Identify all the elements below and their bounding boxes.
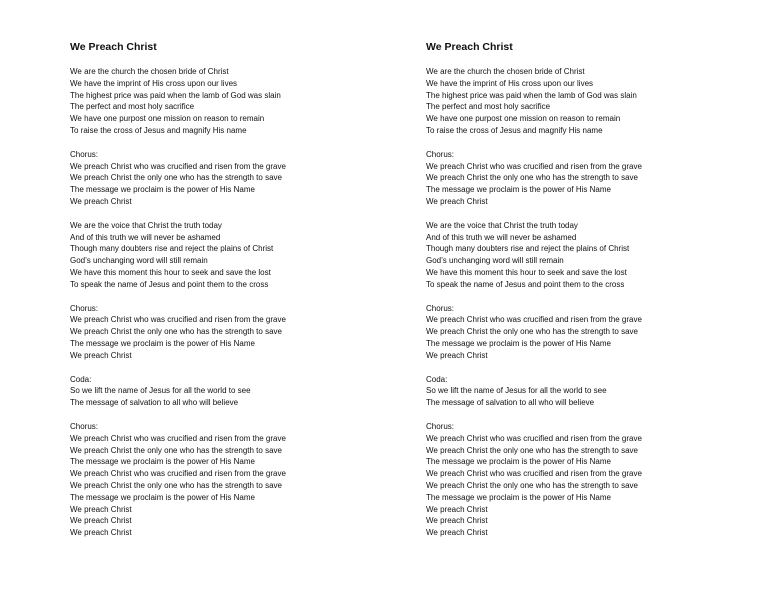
lyric-line: We preach Christ the only one who has the strength to save (426, 327, 638, 337)
song-title: We Preach Christ (426, 41, 513, 53)
section-label: Coda: (70, 374, 92, 384)
lyric-line: We are the church the chosen bride of Christ (70, 67, 229, 76)
lyric-line: We preach Christ the only one who has the strength to save (426, 480, 638, 490)
chorus-1 (70, 149, 390, 208)
lyric-line: We preach Christ (426, 516, 488, 526)
lyric-line: The message we proclaim is the power of His Name (426, 492, 611, 502)
lyric-line: The message we proclaim is the power of His Name (426, 338, 611, 348)
section-label: Coda: (426, 374, 448, 384)
lyric-line: We preach Christ who was crucified and risen from the grave (426, 161, 642, 171)
lyric-line: We preach Christ the only one who has the strength to save (70, 445, 282, 455)
lyric-line: And of this truth we will never be ashamed (426, 232, 577, 242)
lyric-line: To raise the cross of Jesus and magnify His name (70, 125, 247, 135)
lyric-line: The message of salvation to all who will believe (426, 398, 595, 408)
verse-2 (70, 220, 390, 291)
lyric-line: We have this moment this hour to seek and save the lost (70, 267, 271, 277)
lyric-line: The message we proclaim is the power of His Name (426, 185, 611, 195)
lyric-line: We preach Christ the only one who has the strength to save (70, 173, 282, 183)
coda (70, 374, 390, 409)
lyric-line: We preach Christ the only one who has the strength to save (70, 327, 282, 337)
lyric-line: We have the imprint of His cross upon our lives (70, 78, 238, 88)
lyric-line: We preach Christ who was crucified and risen from the grave (426, 469, 642, 479)
lyric-line: The highest price was paid when the lamb of God was slain (70, 90, 281, 100)
lyric-line: We preach Christ (70, 504, 132, 514)
lyric-line: To speak the name of Jesus and point them to the cross (426, 279, 625, 289)
chorus-2 (426, 303, 746, 362)
lyric-line: The message we proclaim is the power of His Name (70, 338, 255, 348)
lyric-line: The message of salvation to all who will believe (70, 398, 239, 408)
lyric-line: We have one purpost one mission on reason to remain (70, 114, 265, 124)
lyrics-column-right (426, 40, 746, 551)
lyric-line: The message we proclaim is the power of His Name (426, 457, 611, 467)
lyric-line: The perfect and most holy sacrifice (426, 102, 551, 112)
lyric-line: We preach Christ who was crucified and risen from the grave (70, 315, 286, 325)
lyric-line: We preach Christ (426, 196, 488, 206)
lyric-line: We preach Christ who was crucified and risen from the grave (426, 315, 642, 325)
song-title: We Preach Christ (70, 41, 157, 53)
lyric-line: We preach Christ (70, 196, 132, 206)
section-label: Chorus: (426, 149, 455, 159)
lyric-line: The message we proclaim is the power of His Name (70, 457, 255, 467)
section-label: Chorus: (426, 303, 455, 313)
lyric-line: The message we proclaim is the power of His Name (70, 185, 255, 195)
lyric-line: We preach Christ the only one who has the strength to save (426, 173, 638, 183)
lyric-line: We preach Christ who was crucified and risen from the grave (70, 433, 286, 443)
lyric-line: God’s unchanging word will still remain (426, 256, 564, 266)
lyric-line: We preach Christ who was crucified and risen from the grave (426, 433, 642, 443)
lyric-line: So we lift the name of Jesus for all the world to see (426, 386, 607, 396)
chorus-final (70, 421, 390, 539)
section-label: Chorus: (70, 421, 99, 431)
lyric-line: God’s unchanging word will still remain (70, 256, 208, 266)
lyric-line: We preach Christ (70, 516, 132, 526)
lyrics-column-left (70, 40, 390, 551)
section-label: Chorus: (70, 303, 99, 313)
lyric-line: We preach Christ the only one who has the strength to save (70, 480, 282, 490)
section-label: Chorus: (426, 421, 455, 431)
lyric-line: The message we proclaim is the power of His Name (70, 492, 255, 502)
coda (426, 374, 746, 409)
lyric-line: So we lift the name of Jesus for all the world to see (70, 386, 251, 396)
lyric-line: To speak the name of Jesus and point them to the cross (70, 279, 269, 289)
section-label: Chorus: (70, 149, 99, 159)
lyric-line: We preach Christ (426, 528, 488, 538)
lyric-line: We preach Christ (70, 528, 132, 538)
lyric-line: We preach Christ who was crucified and risen from the grave (70, 161, 286, 171)
lyric-line: Though many doubters rise and reject the plains of Christ (70, 244, 274, 254)
lyric-line: We preach Christ who was crucified and risen from the grave (70, 469, 286, 479)
lyric-line: We have this moment this hour to seek and save the lost (426, 267, 627, 277)
chorus-final (426, 421, 746, 539)
lyric-line: We preach Christ (426, 504, 488, 514)
lyric-line: We preach Christ (70, 350, 132, 360)
verse-2 (426, 220, 746, 291)
lyric-line: The perfect and most holy sacrifice (70, 102, 195, 112)
lyric-line: We preach Christ the only one who has the strength to save (426, 445, 638, 455)
chorus-2 (70, 303, 390, 362)
lyric-line: We are the church the chosen bride of Christ (426, 67, 585, 76)
lyric-line: Though many doubters rise and reject the plains of Christ (426, 244, 630, 254)
verse-1 (70, 66, 390, 137)
verse-1 (426, 66, 746, 137)
chorus-1 (426, 149, 746, 208)
lyric-line: We have the imprint of His cross upon our lives (426, 78, 594, 88)
lyric-line: We are the voice that Christ the truth today (70, 220, 222, 230)
lyric-line: The highest price was paid when the lamb of God was slain (426, 90, 637, 100)
lyric-line: To raise the cross of Jesus and magnify His name (426, 125, 603, 135)
lyric-line: We are the voice that Christ the truth today (426, 220, 578, 230)
lyric-line: We have one purpost one mission on reason to remain (426, 114, 621, 124)
lyric-line: And of this truth we will never be ashamed (70, 232, 221, 242)
lyric-line: We preach Christ (426, 350, 488, 360)
